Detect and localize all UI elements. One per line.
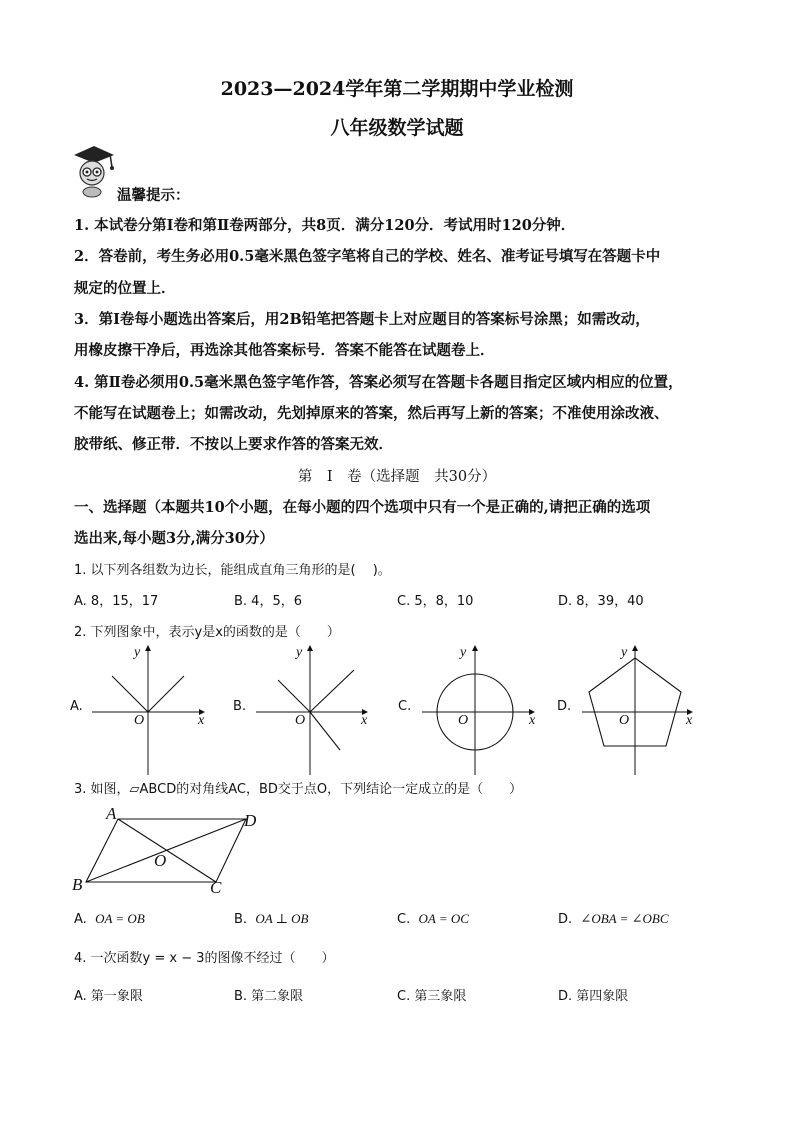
exam-subtitle: 八年级数学试题: [330, 117, 464, 139]
svg-text:O: O: [134, 713, 145, 728]
q4-option-d: D. 第四象限: [558, 989, 629, 1004]
svg-text:x: x: [686, 713, 693, 728]
q4-option-a: A. 第一象限: [74, 989, 143, 1004]
q3-option-a: A. OA = OB: [74, 911, 145, 927]
svg-text:y: y: [460, 645, 467, 660]
svg-text:O: O: [154, 851, 167, 870]
tip-3-line2: 用橡皮擦干净后，再选涂其他答案标号．答案不能答在试题卷上．: [74, 342, 495, 359]
section-heading: 第 Ⅰ 卷（选择题 共30分）: [297, 469, 497, 485]
q4-option-c: C. 第三象限: [397, 989, 467, 1004]
tip-2-line2: 规定的位置上．: [74, 280, 176, 297]
tip-4-line1: 4. 第Ⅱ卷必须用0.5毫米黑色签字笔作答，答案必须写在答题卡各题目指定区域内相应的位置，: [74, 374, 683, 391]
q2-label-a: A.: [70, 699, 83, 714]
exam-title: 2023—2024学年第二学期期中学业检测: [220, 78, 574, 100]
svg-text:x: x: [198, 713, 205, 728]
svg-text:y: y: [296, 645, 303, 660]
part1-instructions-line2: 选出来,每小题3分,满分30分）: [74, 530, 274, 547]
tip-1: 1. 本试卷分第Ⅰ卷和第Ⅱ卷两部分，共8页．满分120分．考试用时120分钟．: [74, 217, 576, 234]
q2-graph-a: [70, 645, 205, 775]
q3-option-c: C. OA = OC: [397, 911, 469, 927]
q4-option-b: B. 第二象限: [234, 989, 304, 1004]
svg-text:x: x: [361, 713, 368, 728]
q2-label-b: B.: [233, 699, 247, 714]
svg-text:O: O: [619, 713, 630, 728]
q2-graphs: [70, 640, 720, 775]
q2-graph-b: [233, 645, 368, 775]
svg-text:O: O: [295, 713, 306, 728]
svg-text:x: x: [529, 713, 536, 728]
svg-text:C: C: [210, 878, 222, 897]
tip-3-line1: 3．第Ⅰ卷每小题选出答案后，用2B铅笔把答题卡上对应题目的答案标号涂黑；如需改动，: [74, 311, 650, 328]
graduate-mascot-icon: [70, 143, 120, 199]
q3-option-d: D. ∠OBA = ∠OBC: [558, 911, 669, 927]
tip-4-line2: 不能写在试题卷上；如需改动，先划掉原来的答案，然后再写上新的答案；不准使用涂改液、: [74, 405, 669, 422]
q3-stem: 3. 如图，▱ABCD的对角线AC，BD交于点O，下列结论一定成立的是（ ）: [74, 782, 523, 797]
q3-option-b: B. OA ⊥ OB: [234, 911, 309, 927]
svg-text:y: y: [134, 645, 141, 660]
q2-graph-c: [398, 645, 536, 775]
q1-option-a: A. 8，15，17: [74, 594, 159, 609]
tips-label: 温馨提示：: [117, 187, 190, 204]
svg-text:B: B: [72, 875, 83, 894]
q1-stem: 1. 以下列各组数为边长，能组成直角三角形的是( )。: [74, 563, 391, 578]
q1-option-c: C. 5，8，10: [397, 594, 474, 609]
q3-parallelogram-figure: [68, 802, 268, 898]
q4-stem: 4. 一次函数y = x − 3的图像不经过（ ）: [74, 951, 335, 966]
svg-text:y: y: [621, 645, 628, 660]
svg-text:A: A: [106, 804, 117, 823]
tip-4-line3: 胶带纸、修正带．不按以上要求作答的答案无效．: [74, 436, 393, 453]
svg-text:D: D: [244, 811, 257, 830]
q2-label-d: D.: [557, 699, 572, 714]
q2-stem: 2. 下列图象中，表示y是x的函数的是（ ）: [74, 625, 340, 640]
svg-text:O: O: [458, 713, 469, 728]
q1-option-d: D. 8，39，40: [558, 594, 644, 609]
q1-option-b: B. 4，5，6: [234, 594, 302, 609]
part1-instructions-line1: 一、选择题（本题共10个小题，在每小题的四个选项中只有一个是正确的,请把正确的选项: [74, 499, 651, 516]
q2-label-c: C.: [398, 699, 412, 714]
tip-2-line1: 2．答卷前，考生务必用0.5毫米黑色签字笔将自己的学校、姓名、准考证号填写在答题卡中: [74, 248, 661, 265]
q2-graph-d: [557, 645, 693, 775]
